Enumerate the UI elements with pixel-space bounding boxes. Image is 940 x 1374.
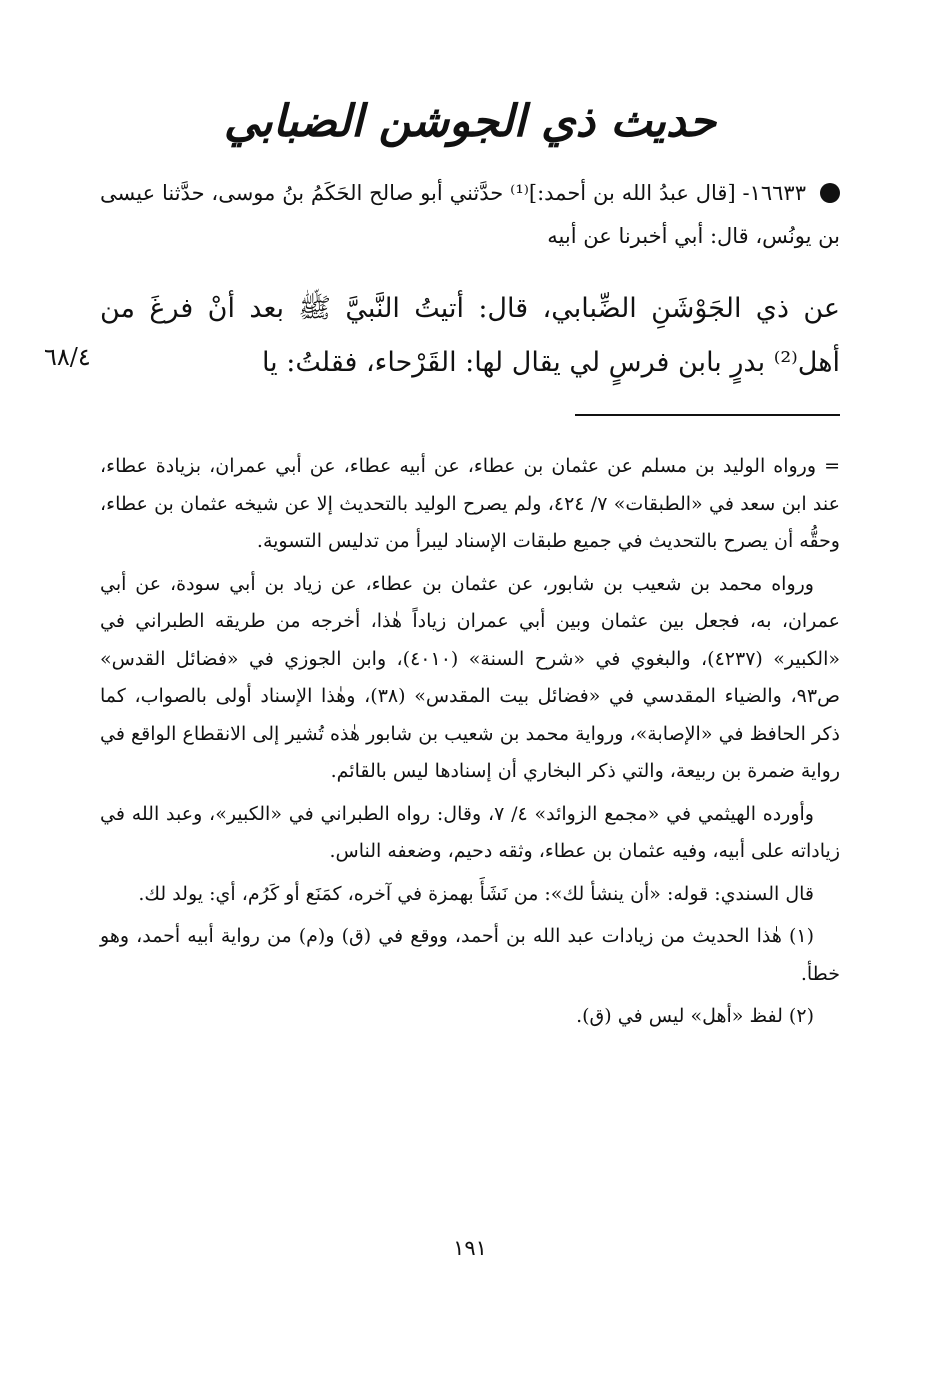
footnote-2: (٢) لفظ «أهل» ليس في (ق).: [576, 1005, 814, 1027]
footnote-divider: [575, 414, 840, 416]
footnote-1: (١) هٰذا الحديث من زيادات عبد الله بن أحمد، ووقع في (ق) و(م) من رواية أبيه أحمد، وهو خطأ.: [100, 925, 840, 985]
footnotes-section: [100, 448, 840, 1041]
note-paragraph: قال السندي: قوله: «أن ينشأ لك»: من نَشَأَ بهمزة في آخره، كمَنَع أو كَرُم، أي: يولد لك.: [138, 882, 814, 905]
page-heading: حديث ذي الجوشن الضبابي: [223, 96, 717, 147]
hadith-intro: [100, 172, 840, 258]
margin-reference: ٦٨/٤: [44, 343, 91, 371]
page-number: ١٩١: [453, 1236, 487, 1260]
hadith-intro-text: ١٦٦٣٣- [قال عبدُ الله بن أحمد:]⁽¹⁾ حدَّثني أبو صالح الحَكَمُ بنُ موسى، حدَّثنا عيسى بن يونُس، قال: أبي أخبرنا عن أبيه: [100, 181, 840, 248]
note-continuation: = ورواه الوليد بن مسلم عن عثمان بن عطاء، عن أبيه عطاء، عن أبي عمران، بزيادة عطاء، عند ابن سعد في «الطبقات» ٧/ ٤٢٤، ولم يصرح الوليد بالتحديث إلا عن شيخه عثمان بن عطاء، وحقُّه أن يصرح بالتحديث في جميع طبقات الإسناد ليبرأ من تدليس التسوية.: [100, 455, 840, 552]
bullet-icon: [820, 183, 840, 203]
hadith-text: عن ذي الجَوْشَنِ الضِّبابي، قال: أتيتُ النَّبيَّ ﷺ بعد أنْ فرغَ من أهل⁽²⁾ بدرٍ بابن فرسٍ لي يقال لها: القَرْحاء، فقلتُ: يا: [100, 293, 840, 378]
note-paragraph: ورواه محمد بن شعيب بن شابور، عن عثمان بن عطاء، عن زياد بن أبي سودة، عن أبي عمران، به، فجعل بين عثمان وبين أبي عمران زياداً هٰذا، أخرجه من طريقه الطبراني في «الكبير» (٤٢٣٧)، والبغوي في «شرح السنة» (٤٠١٠)، وابن الجوزي في «فضائل القدس» ص٩٣، والضياء المقدسي في «فضائل بيت المقدس» (٣٨)، وهٰذا الإسناد أولى بالصواب، كما ذكر الحافظ في «الإصابة»، ورواية محمد بن شعيب بن شابور هٰذه تُشير إلى الانقطاع الواقع في رواية ضمرة بن ربيعة، والتي ذكر البخاري أن إسنادها ليس بالقائم.: [100, 572, 841, 782]
note-paragraph: وأورده الهيثمي في «مجمع الزوائد» ٤/ ٧، وقال: رواه الطبراني في «الكبير»، وعبد الله في زياداته على أبيه، وفيه عثمان بن عطاء، وثقه دحيم، وضعفه الناس.: [100, 802, 840, 862]
